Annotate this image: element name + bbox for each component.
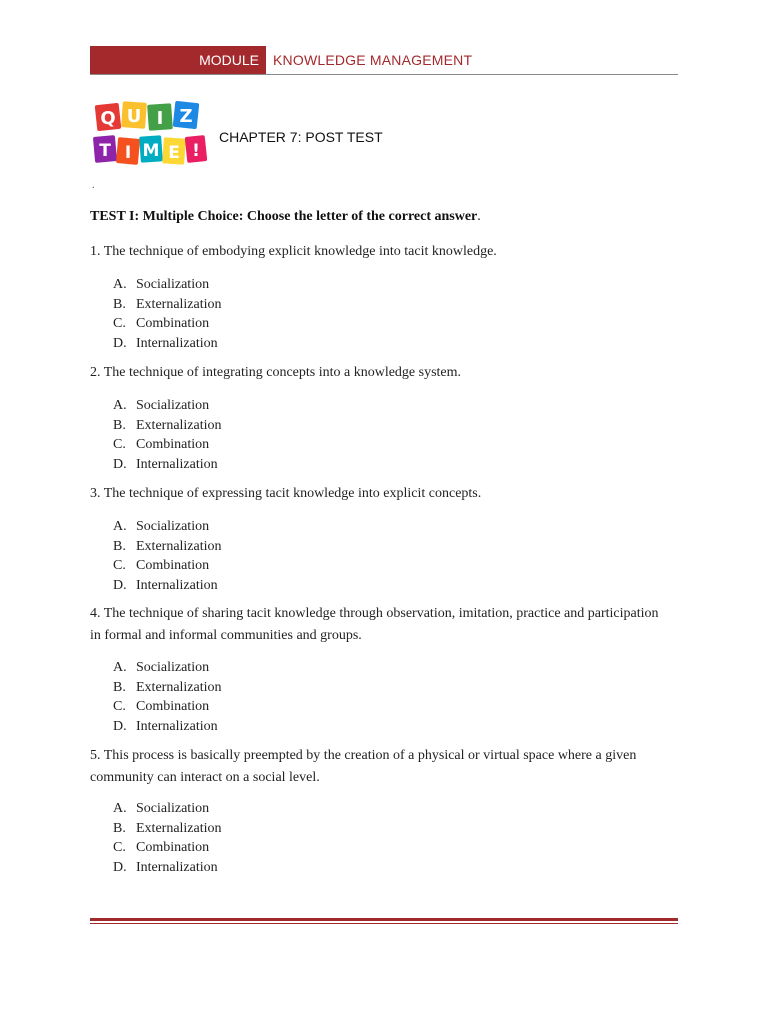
option-text: Internalization	[136, 577, 218, 593]
option-c	[113, 435, 222, 455]
question-4: 4. The technique of sharing tacit knowledge through observation, imitation, practice and participation in formal and informal communities and groups.	[90, 606, 659, 643]
option-letter: C.	[113, 699, 126, 714]
option-d	[113, 717, 222, 737]
option-text: Socialization	[136, 398, 210, 413]
option-b	[113, 819, 222, 839]
option-letter: D.	[113, 718, 127, 734]
option-text: Combination	[136, 699, 210, 714]
test-heading-end: .	[477, 209, 481, 224]
option-text: Externalization	[136, 679, 222, 695]
module-label: MODULE	[90, 46, 266, 74]
option-d	[113, 334, 222, 354]
question-1-options	[113, 275, 222, 353]
option-text: Internalization	[136, 859, 218, 875]
option-b	[113, 537, 222, 557]
option-letter: B.	[113, 296, 126, 312]
option-letter: C.	[113, 558, 126, 573]
option-letter: D.	[113, 859, 127, 875]
option-letter: D.	[113, 456, 127, 472]
question-3: 3. The technique of expressing tacit knowledge into explicit concepts.	[90, 486, 482, 501]
question-4-options	[113, 658, 222, 736]
option-c	[113, 697, 222, 717]
option-text: Externalization	[136, 538, 222, 554]
logo-letter: Z	[179, 106, 193, 127]
option-c	[113, 314, 222, 334]
quiz-time-logo	[92, 100, 208, 168]
option-a	[113, 275, 222, 295]
logo-letter: E	[168, 143, 180, 163]
option-text: Internalization	[136, 335, 218, 351]
option-d	[113, 576, 222, 596]
option-b	[113, 295, 222, 315]
option-letter: C.	[113, 437, 126, 452]
option-text: Combination	[136, 437, 210, 452]
logo-letter: I	[156, 108, 164, 129]
option-text: Combination	[136, 316, 210, 331]
option-letter: B.	[113, 820, 126, 836]
option-a	[113, 658, 222, 678]
option-letter: C.	[113, 840, 126, 855]
test-heading	[90, 209, 481, 225]
option-b	[113, 678, 222, 698]
footer-rule-thick	[90, 918, 678, 921]
question-5-options	[113, 799, 222, 877]
logo-letter: M	[142, 141, 160, 161]
option-text: Combination	[136, 558, 210, 573]
question-2-options	[113, 396, 222, 474]
option-letter: D.	[113, 577, 127, 593]
chapter-title: CHAPTER 7: POST TEST	[219, 129, 383, 145]
option-letter: C.	[113, 316, 126, 331]
option-text: Internalization	[136, 718, 218, 734]
option-c	[113, 838, 222, 858]
option-letter: A.	[113, 398, 127, 413]
option-letter: A.	[113, 277, 127, 292]
logo-letter: U	[126, 106, 142, 127]
option-letter: B.	[113, 417, 126, 433]
option-text: Externalization	[136, 820, 222, 836]
option-text: Internalization	[136, 456, 218, 472]
option-letter: A.	[113, 519, 127, 534]
logo-letter: Q	[100, 108, 116, 129]
option-text: Socialization	[136, 801, 210, 816]
logo-row-2	[93, 135, 207, 165]
question-2: 2. The technique of integrating concepts into a knowledge system.	[90, 365, 462, 380]
logo-letter: I	[124, 143, 132, 163]
footer-rule-thin	[90, 923, 678, 924]
option-a	[113, 799, 222, 819]
option-text: Socialization	[136, 660, 210, 675]
option-letter: A.	[113, 801, 127, 816]
question-5: 5. This process is basically preempted by the creation of a physical or virtual space where a given community can interact on a social level.	[90, 748, 637, 785]
logo-row-1	[95, 101, 200, 131]
option-text: Socialization	[136, 519, 210, 534]
test-heading-bold: TEST I: Multiple Choice: Choose the letter of the correct answer	[90, 209, 478, 224]
option-a	[113, 517, 222, 537]
option-text: Combination	[136, 840, 210, 855]
option-text: Socialization	[136, 277, 210, 292]
option-letter: B.	[113, 679, 126, 695]
option-letter: B.	[113, 538, 126, 554]
option-c	[113, 556, 222, 576]
option-a	[113, 396, 222, 416]
logo-letter: !	[192, 141, 200, 161]
module-title: KNOWLEDGE MANAGEMENT	[273, 52, 473, 68]
option-text: Externalization	[136, 417, 222, 433]
option-d	[113, 455, 222, 475]
option-letter: A.	[113, 660, 127, 675]
question-3-options	[113, 517, 222, 595]
logo-letter: T	[99, 141, 111, 161]
option-text: Externalization	[136, 296, 222, 312]
module-header	[90, 46, 678, 75]
stray-dot: .	[92, 180, 95, 191]
question-1: 1. The technique of embodying explicit knowledge into tacit knowledge.	[90, 244, 497, 259]
option-b	[113, 416, 222, 436]
option-letter: D.	[113, 335, 127, 351]
option-d	[113, 858, 222, 878]
